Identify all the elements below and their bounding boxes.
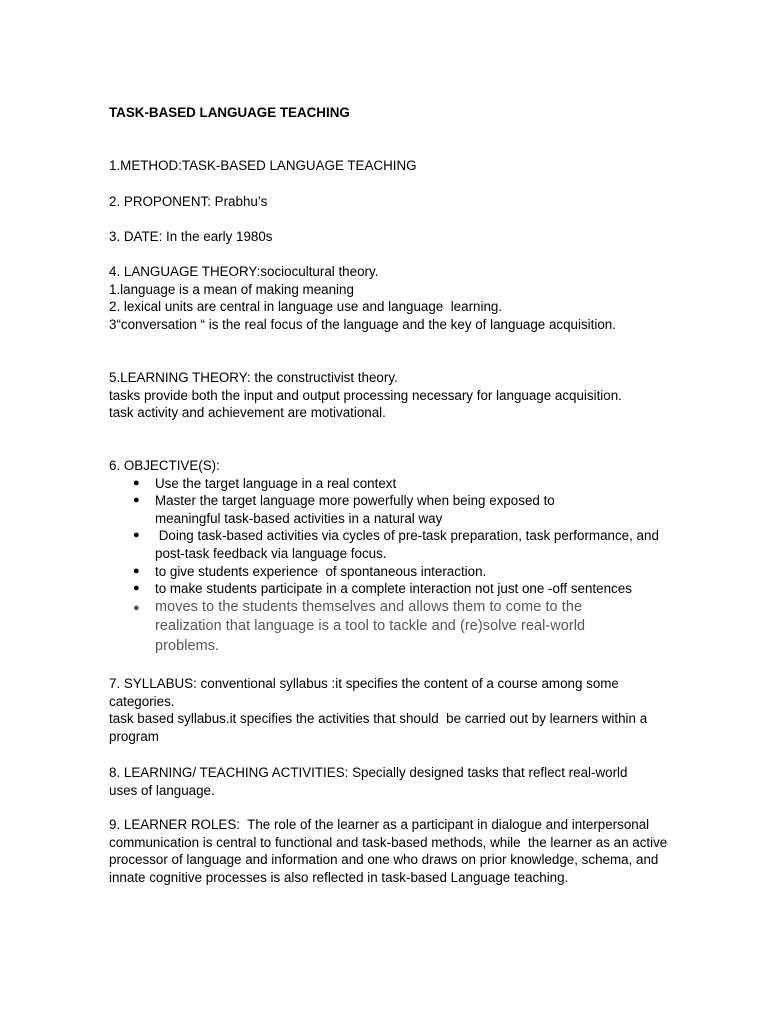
proponent-text: 2. PROPONENT: Prabhu’s <box>109 194 268 209</box>
objectives-section <box>109 457 669 656</box>
language-theory-heading: 4. LANGUAGE THEORY:sociocultural theory. <box>109 264 379 279</box>
date-line <box>109 228 669 246</box>
syllabus-section <box>109 675 669 745</box>
method-text: 1.METHOD:TASK-BASED LANGUAGE TEACHING <box>109 158 417 173</box>
bullet-icon: ● <box>133 476 140 489</box>
bullet-icon: ● <box>133 564 140 577</box>
activities-text: 8. LEARNING/ TEACHING ACTIVITIES: Specially designed tasks that reflect real-world uses of language. <box>109 765 632 798</box>
learning-theory-line-1: tasks provide both the input and output processing necessary for language acquisition. <box>109 387 622 403</box>
bullet-icon: ● <box>133 529 140 542</box>
language-theory-line-2: 2. lexical units are central in language use and language learning. <box>109 299 503 315</box>
bullet-icon: ● <box>133 494 140 507</box>
method-line <box>109 157 669 175</box>
list-item: ● Master the target language more powerfully when being exposed to meaningful task-based activities in a natural way <box>133 493 559 526</box>
objectives-list <box>109 475 669 657</box>
document-title: TASK-BASED LANGUAGE TEACHING <box>109 105 350 120</box>
language-theory-line-3: 3“conversation “ is the real focus of the language and the key of language acquisition. <box>109 316 616 332</box>
activities-section <box>109 764 669 799</box>
learner-roles-text: 9. LEARNER ROLES: The role of the learner as a participant in dialogue and interpersonal communication is central to functional and task-based methods, while the learner as an active processor of language and information and one who draws on prior knowledge, schema, and innate cognitive processes is also reflected in task-based Language teaching. <box>109 817 671 885</box>
list-item: ● to give students experience of spontaneous interaction. <box>133 563 487 579</box>
language-theory-line-1: 1.language is a mean of making meaning <box>109 281 354 297</box>
learning-theory-heading: 5.LEARNING THEORY: the constructivist theory. <box>109 370 398 385</box>
learning-theory-section <box>109 369 669 422</box>
list-item: ● to make students participate in a complete interaction not just one -off sentences <box>133 581 632 597</box>
syllabus-line-2: task based syllabus.it specifies the activities that should be carried out by learners within a program <box>109 711 651 744</box>
date-text: 3. DATE: In the early 1980s <box>109 229 273 244</box>
language-theory-section <box>109 263 669 333</box>
learner-roles-section <box>109 816 669 886</box>
proponent-line <box>109 193 669 211</box>
syllabus-line-1: 7. SYLLABUS: conventional syllabus :it specifies the content of a course among some categories. <box>109 676 623 709</box>
bullet-icon: ● <box>133 601 140 614</box>
list-item: ● Use the target language in a real context <box>133 475 397 491</box>
list-item: ● Doing task-based activities via cycles of pre-task preparation, task performance, and post-task feedback via language focus. <box>133 528 663 561</box>
learning-theory-line-2: task activity and achievement are motivational. <box>109 405 386 421</box>
list-item: ● moves to the students themselves and allows them to come to the realization that language is a tool to tackle and (re)solve real-world problems. <box>133 598 590 654</box>
bullet-icon: ● <box>133 582 140 595</box>
objectives-heading: 6. OBJECTIVE(S): <box>109 458 220 473</box>
